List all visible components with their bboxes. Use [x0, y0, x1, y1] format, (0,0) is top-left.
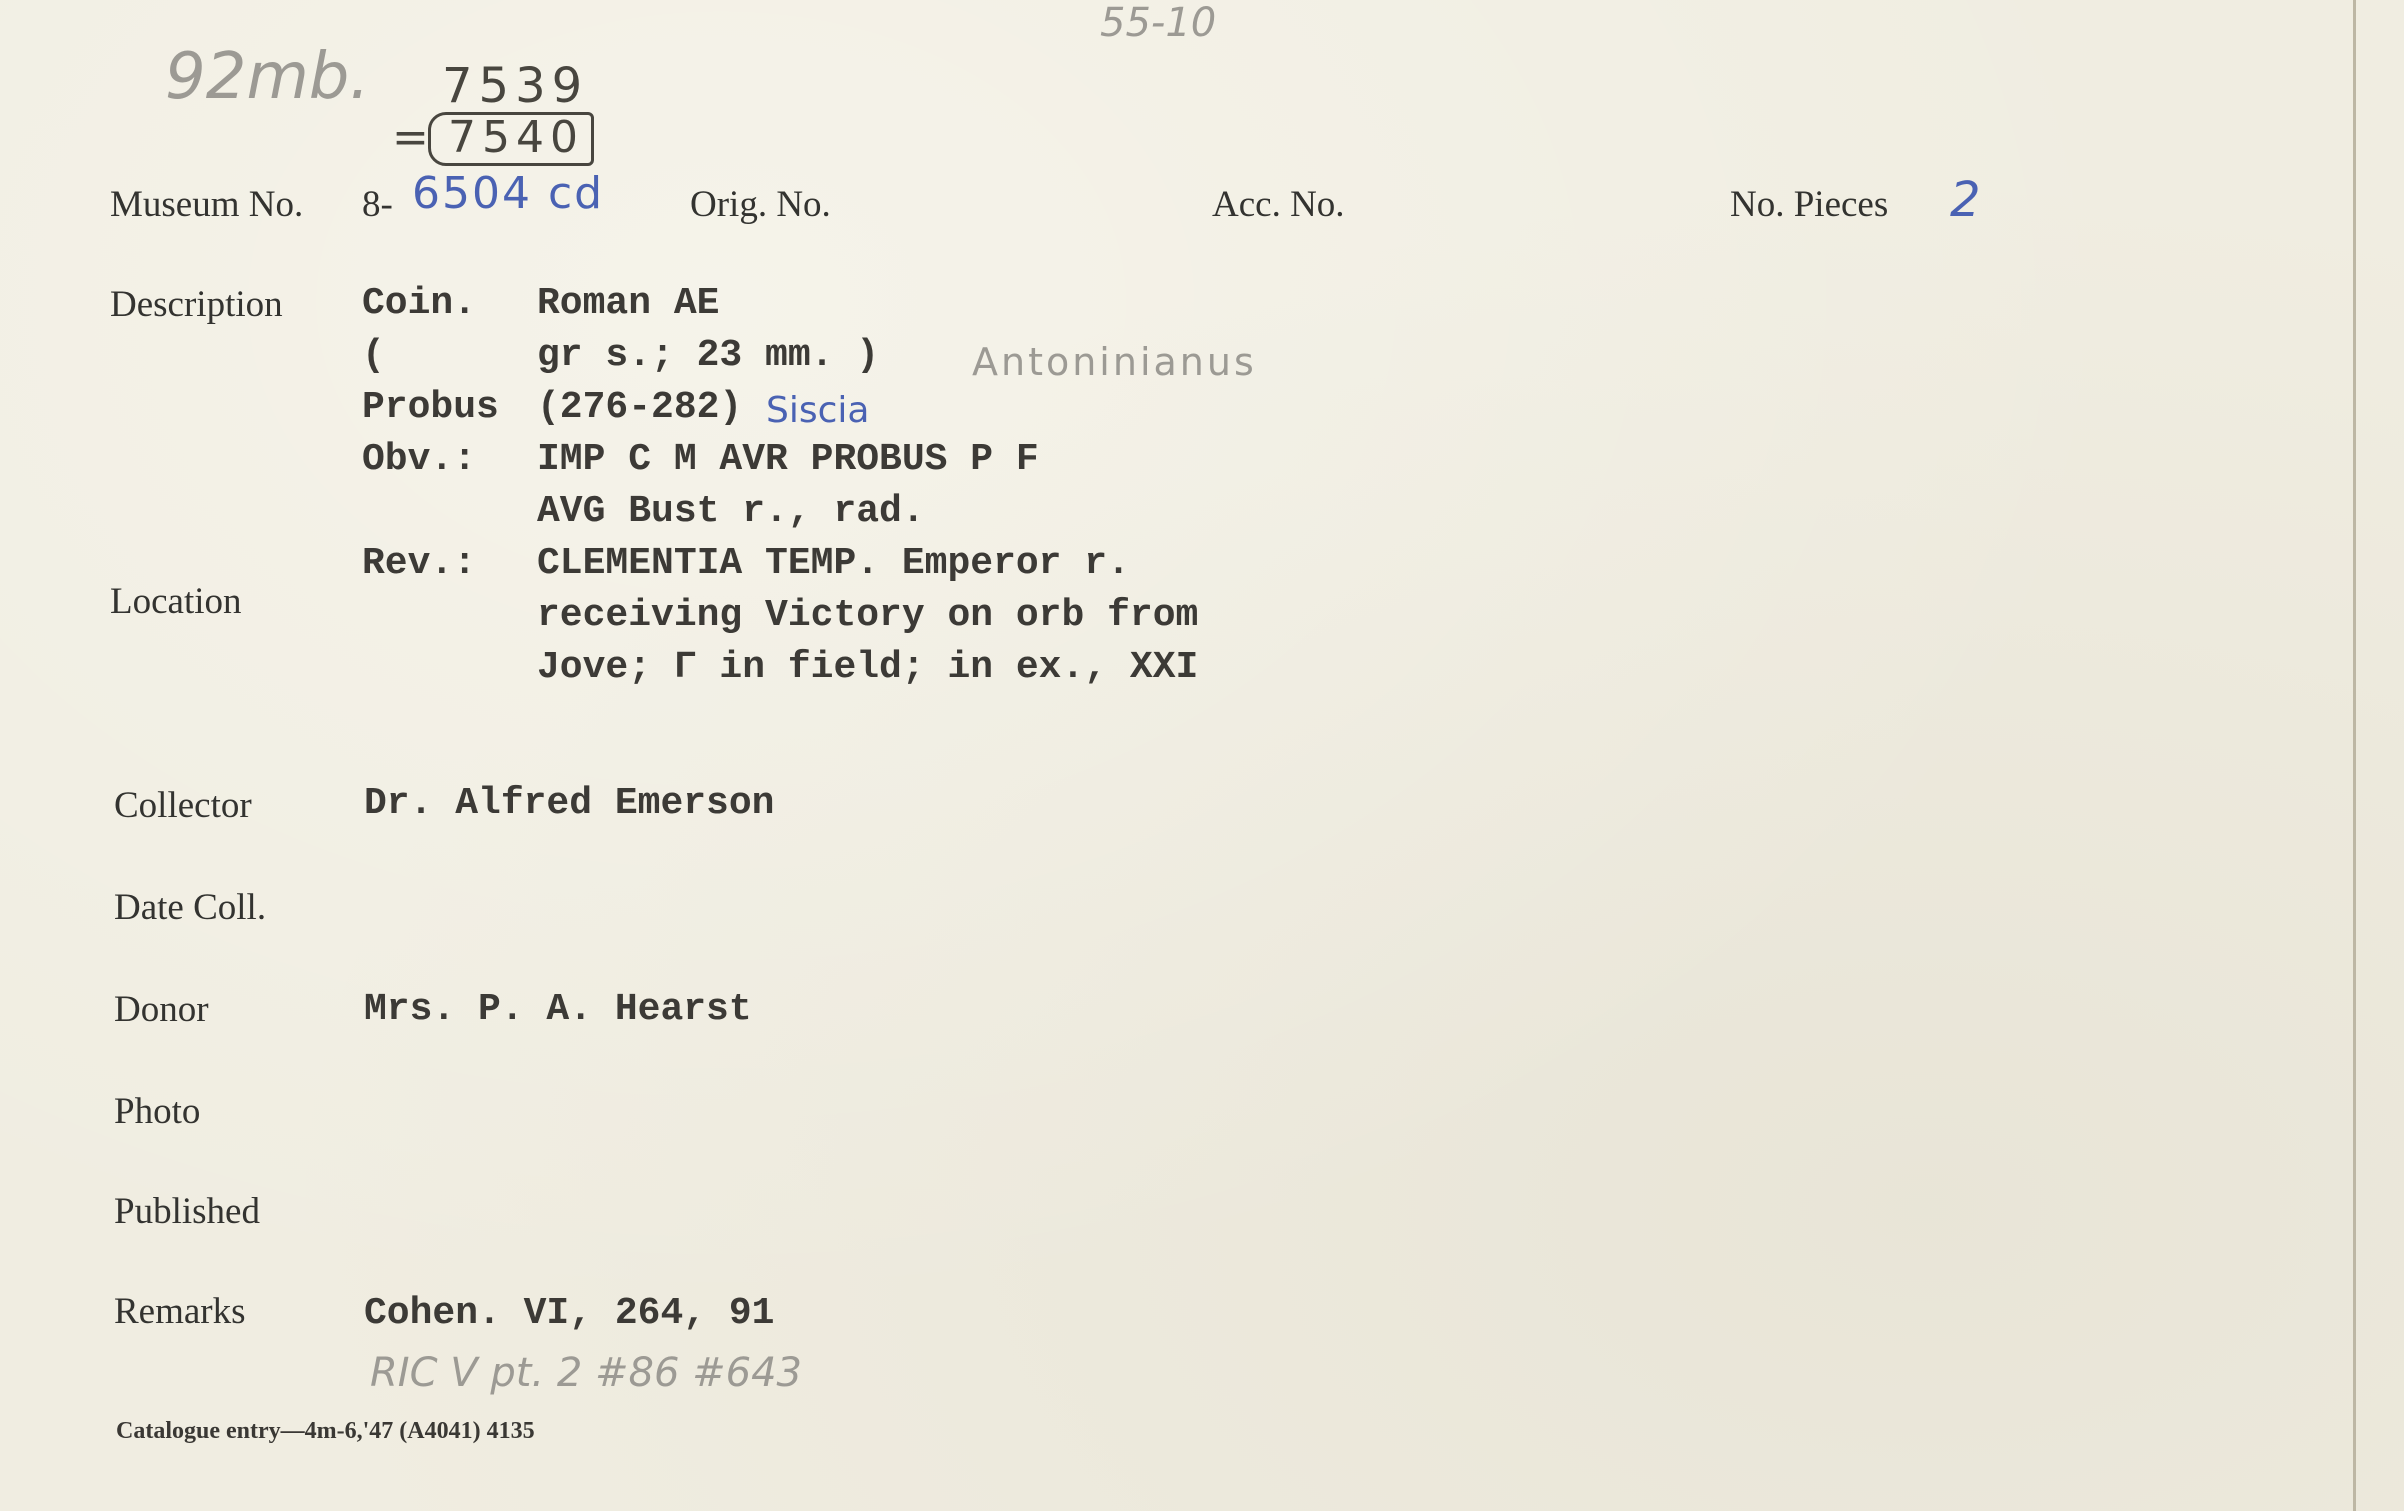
- date-coll-label: Date Coll.: [114, 887, 267, 928]
- remarks-label: Remarks: [114, 1291, 246, 1332]
- desc-rev-line3: Jove; Γ in field; in ex., XXI: [537, 646, 1199, 689]
- desc-open-paren: (: [362, 334, 385, 377]
- description-label: Description: [110, 284, 283, 325]
- desc-coin: Coin.: [362, 282, 477, 325]
- desc-rev-label: Rev.:: [362, 542, 477, 585]
- photo-label: Photo: [114, 1091, 201, 1132]
- catalogue-footer: Catalogue entry—4m-6,'47 (A4041) 4135: [116, 1418, 535, 1444]
- ink-number-7539: 7539: [442, 58, 589, 114]
- museum-no-label: Museum No.: [110, 184, 304, 225]
- desc-weight-size: gr s.; 23 mm. ): [537, 334, 880, 377]
- desc-obv-line1: IMP C M AVR PROBUS P F: [537, 438, 1039, 481]
- desc-siscia: Siscia: [766, 390, 870, 431]
- orig-no-label: Orig. No.: [690, 184, 831, 225]
- no-pieces-value: 2: [1950, 172, 1981, 228]
- donor-value: Mrs. P. A. Hearst: [364, 988, 752, 1031]
- desc-antoninianus: Antoninianus: [972, 340, 1257, 384]
- remarks-typed: Cohen. VI, 264, 91: [364, 1292, 775, 1335]
- location-label: Location: [110, 581, 242, 622]
- ink-number-7540: 7540: [448, 112, 584, 163]
- donor-label: Donor: [114, 989, 209, 1030]
- card-edge: [2353, 0, 2356, 1511]
- desc-roman-ae: Roman AE: [537, 282, 720, 325]
- remarks-pencil: RIC V pt. 2 #86 #643: [370, 1350, 802, 1396]
- desc-obv-label: Obv.:: [362, 438, 477, 481]
- corner-pencil-note: 92mb.: [165, 40, 370, 114]
- no-pieces-label: No. Pieces: [1730, 184, 1889, 225]
- ink-equals-sign: =: [392, 112, 429, 163]
- desc-rev-line1: CLEMENTIA TEMP. Emperor r.: [537, 542, 1130, 585]
- desc-dates: (276-282): [537, 386, 743, 429]
- top-pencil-note: 55-10: [1100, 0, 1217, 46]
- museum-no-value: 6504 cd: [412, 168, 605, 219]
- desc-obv-line2: AVG Bust r., rad.: [537, 490, 925, 533]
- acc-no-label: Acc. No.: [1212, 184, 1345, 225]
- desc-rev-line2: receiving Victory on orb from: [537, 594, 1199, 637]
- collector-value: Dr. Alfred Emerson: [364, 782, 775, 825]
- museum-no-prefix: 8-: [362, 184, 393, 225]
- collector-label: Collector: [114, 785, 252, 826]
- published-label: Published: [114, 1191, 260, 1232]
- desc-probus: Probus: [362, 386, 499, 429]
